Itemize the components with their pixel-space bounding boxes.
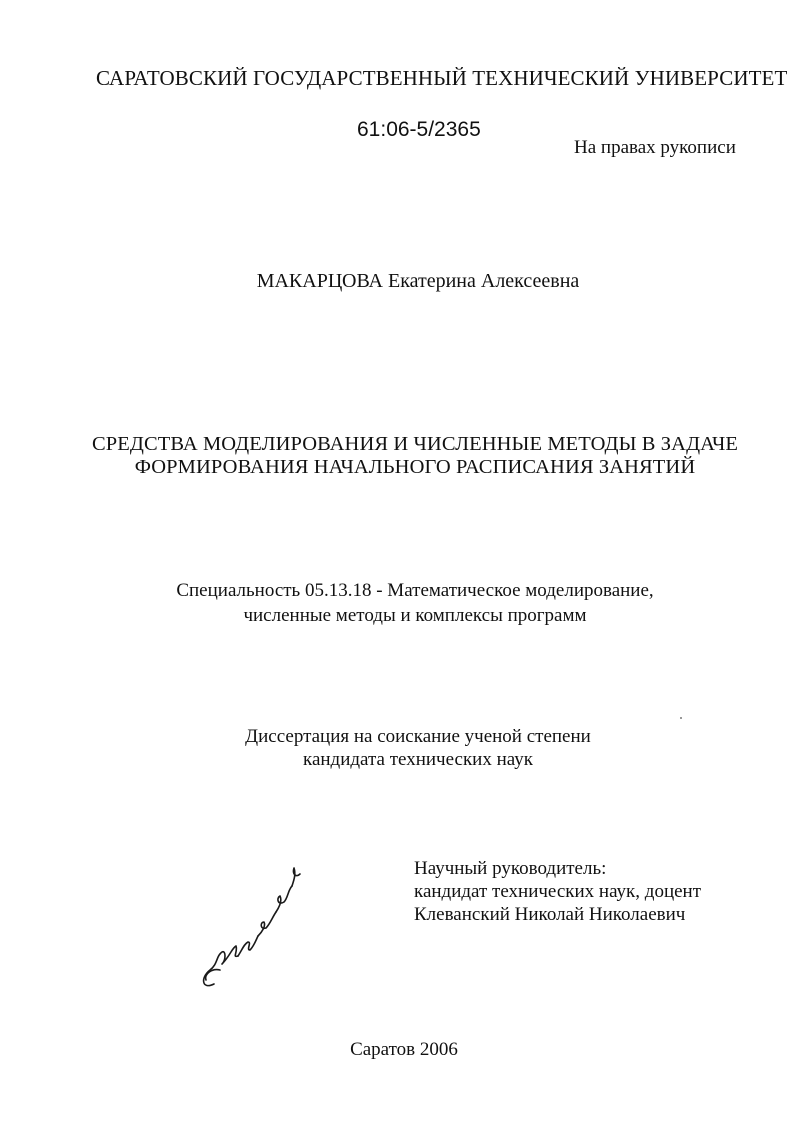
archive-code: 61:06-5/2365 <box>357 118 481 141</box>
city-year: Саратов 2006 <box>350 1039 458 1060</box>
handwritten-signature <box>196 852 306 1002</box>
specialty-line-2: численные методы и комплексы программ <box>243 605 587 626</box>
author-name: МАКАРЦОВА Екатерина Алексеевна <box>256 270 580 292</box>
scan-speck <box>680 717 682 719</box>
degree-line-1: Диссертация на соискание ученой степени <box>245 726 591 747</box>
thesis-title-line-1: СРЕДСТВА МОДЕЛИРОВАНИЯ И ЧИСЛЕННЫЕ МЕТОДЫ В ЗАДАЧЕ <box>91 433 739 455</box>
rights-note: На правах рукописи <box>574 137 736 158</box>
specialty-line-1: Специальность 05.13.18 - Математическое моделирование, <box>176 580 654 601</box>
university-name: САРАТОВСКИЙ ГОСУДАРСТВЕННЫЙ ТЕХНИЧЕСКИЙ УНИВЕРСИТЕТ <box>96 66 788 90</box>
advisor-label: Научный руководитель: <box>414 858 607 879</box>
advisor-name: Клеванский Николай Николаевич <box>414 904 686 925</box>
degree-line-2: кандидата технических наук <box>303 749 533 770</box>
advisor-credentials: кандидат технических наук, доцент <box>414 881 702 902</box>
thesis-title-line-2: ФОРМИРОВАНИЯ НАЧАЛЬНОГО РАСПИСАНИЯ ЗАНЯТИЙ <box>134 456 696 478</box>
